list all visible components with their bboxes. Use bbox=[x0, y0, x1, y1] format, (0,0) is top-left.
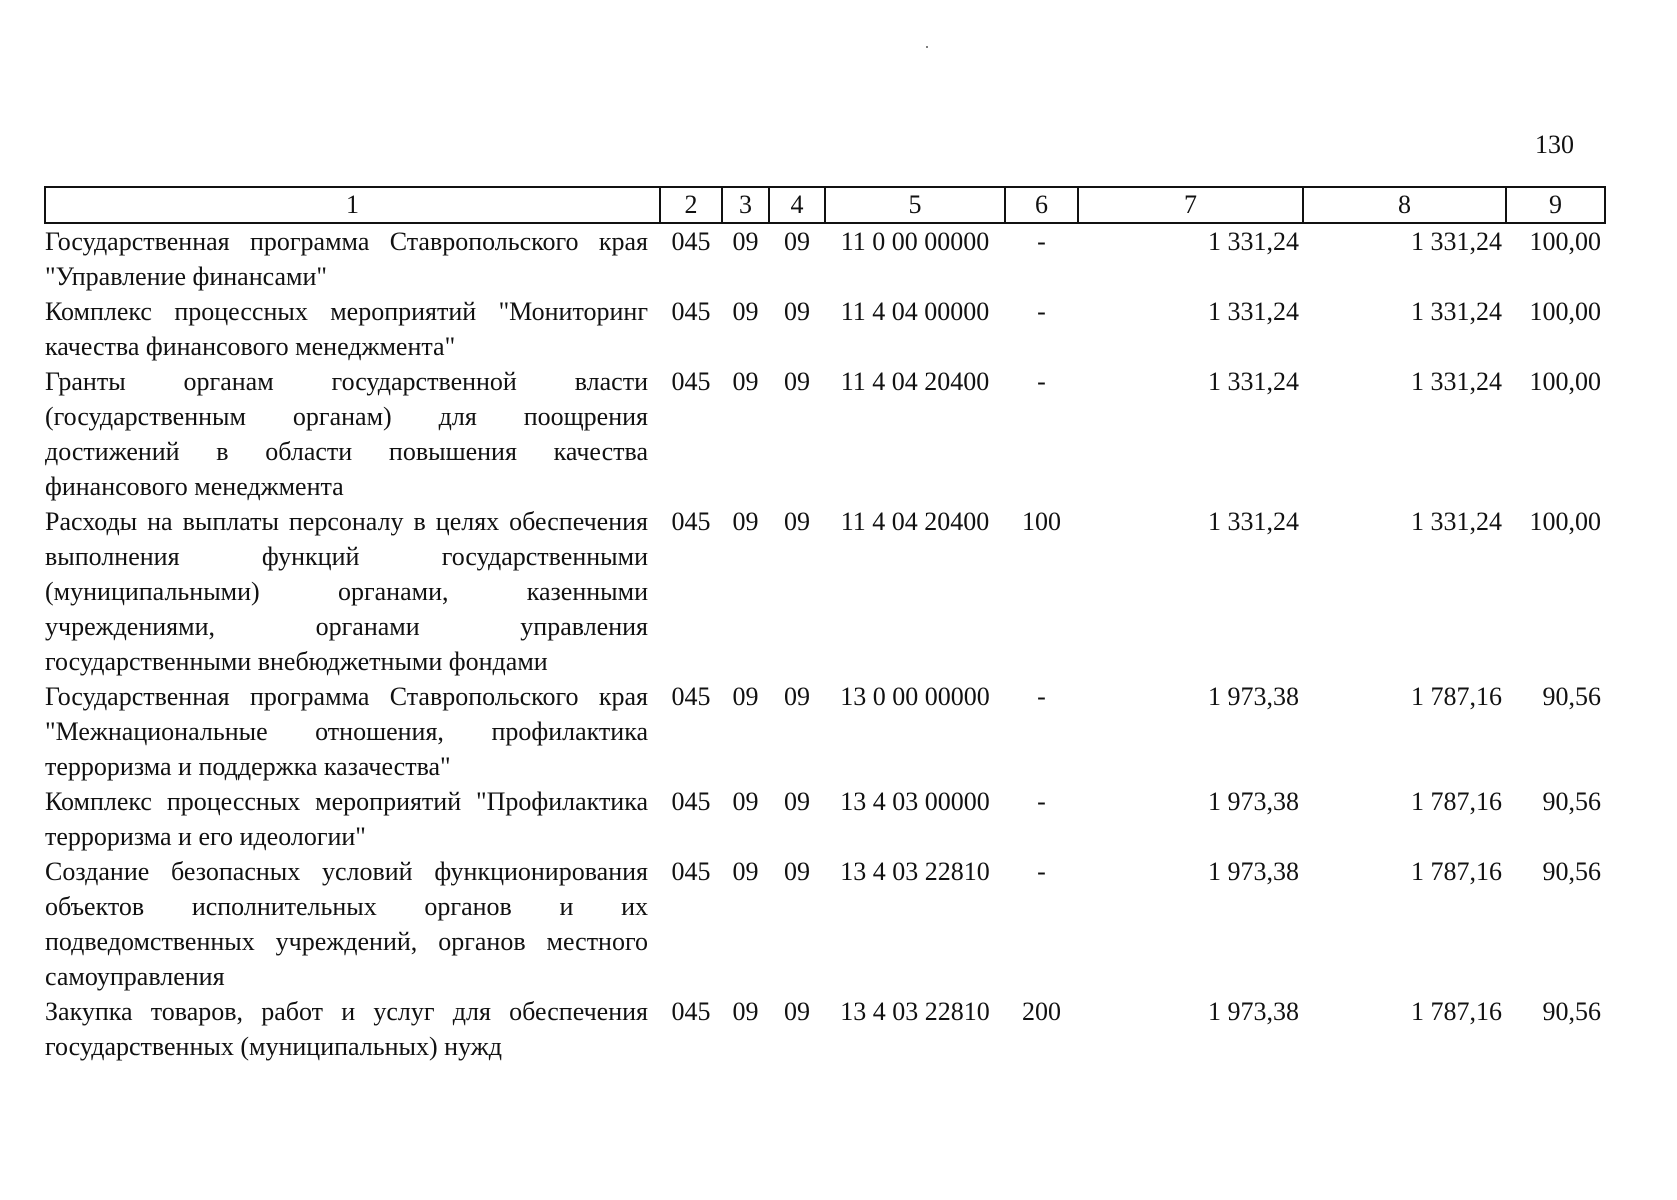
expense-name: Создание безопасных условий функционирования объектов исполнительных органов и их подведомственных учреждений, органов местного самоуправления bbox=[45, 857, 648, 991]
percent-cell: 90,56 bbox=[1542, 997, 1601, 1026]
table-row bbox=[45, 679, 1605, 784]
expense-type-cell: - bbox=[1037, 297, 1046, 326]
percent-cell: 90,56 bbox=[1542, 857, 1601, 886]
amount-cell: 1 331,24 bbox=[1411, 227, 1502, 256]
code-cell: 09 bbox=[732, 367, 759, 396]
column-header: 4 bbox=[769, 187, 825, 223]
code-cell: 09 bbox=[732, 682, 759, 711]
expense-name: Комплекс процессных мероприятий "Мониторинг качества финансового менеджмента" bbox=[45, 297, 648, 361]
expense-name: Государственная программа Ставропольского края "Межнациональные отношения, профилактика терроризма и поддержка казачества" bbox=[45, 682, 648, 781]
code-cell: 045 bbox=[671, 227, 711, 256]
expense-name: Расходы на выплаты персоналу в целях обеспечения выполнения функций государственными (муниципальными) органами, казенными учреждениями, органами управления государственными внебюджетными фондами bbox=[45, 507, 648, 676]
page-number: 130 bbox=[1535, 130, 1574, 159]
target-article-cell: 13 0 00 00000 bbox=[840, 682, 990, 711]
expense-name: Комплекс процессных мероприятий "Профилактика терроризма и его идеологии" bbox=[45, 787, 648, 851]
code-cell: 09 bbox=[732, 297, 759, 326]
expense-name: Государственная программа Ставропольского края "Управление финансами" bbox=[45, 227, 648, 291]
expense-type-cell: 100 bbox=[1022, 507, 1061, 536]
code-cell: 045 bbox=[671, 297, 711, 326]
amount-cell: 1 331,24 bbox=[1208, 507, 1299, 536]
percent-cell: 100,00 bbox=[1529, 297, 1601, 326]
code-cell: 09 bbox=[784, 227, 810, 256]
target-article-cell: 13 4 03 22810 bbox=[840, 857, 990, 886]
expense-type-cell: - bbox=[1037, 682, 1046, 711]
amount-cell: 1 973,38 bbox=[1208, 682, 1299, 711]
column-header: 6 bbox=[1005, 187, 1078, 223]
percent-cell: 90,56 bbox=[1542, 787, 1601, 816]
code-cell: 09 bbox=[784, 682, 810, 711]
expense-type-cell: - bbox=[1037, 787, 1046, 816]
table-row bbox=[45, 364, 1605, 504]
code-cell: 045 bbox=[671, 507, 711, 536]
expense-type-cell: - bbox=[1037, 857, 1046, 886]
amount-cell: 1 787,16 bbox=[1411, 682, 1502, 711]
column-header: 5 bbox=[825, 187, 1005, 223]
code-cell: 045 bbox=[671, 787, 711, 816]
table-header bbox=[45, 187, 1605, 223]
table-row bbox=[45, 223, 1605, 294]
percent-cell: 90,56 bbox=[1542, 682, 1601, 711]
expense-type-cell: 200 bbox=[1022, 997, 1061, 1026]
code-cell: 09 bbox=[732, 227, 759, 256]
column-header: 2 bbox=[660, 187, 722, 223]
code-cell: 09 bbox=[784, 997, 810, 1026]
table-row bbox=[45, 504, 1605, 679]
code-cell: 09 bbox=[784, 787, 810, 816]
percent-cell: 100,00 bbox=[1529, 507, 1601, 536]
table-row bbox=[45, 854, 1605, 994]
code-cell: 045 bbox=[671, 682, 711, 711]
code-cell: 045 bbox=[671, 997, 711, 1026]
amount-cell: 1 331,24 bbox=[1411, 507, 1502, 536]
percent-cell: 100,00 bbox=[1529, 227, 1601, 256]
target-article-cell: 11 0 00 00000 bbox=[840, 227, 990, 256]
code-cell: 09 bbox=[784, 297, 810, 326]
table-row bbox=[45, 294, 1605, 364]
percent-cell: 100,00 bbox=[1529, 367, 1601, 396]
budget-table bbox=[44, 186, 1606, 1064]
target-article-cell: 11 4 04 20400 bbox=[840, 507, 990, 536]
header-row bbox=[45, 187, 1605, 223]
amount-cell: 1 331,24 bbox=[1208, 297, 1299, 326]
target-article-cell: 13 4 03 22810 bbox=[840, 997, 990, 1026]
expense-type-cell: - bbox=[1037, 367, 1046, 396]
amount-cell: 1 973,38 bbox=[1208, 857, 1299, 886]
code-cell: 09 bbox=[784, 367, 810, 396]
column-header: 9 bbox=[1506, 187, 1605, 223]
column-header: 1 bbox=[45, 187, 660, 223]
column-header: 8 bbox=[1303, 187, 1506, 223]
amount-cell: 1 787,16 bbox=[1411, 997, 1502, 1026]
target-article-cell: 13 4 03 00000 bbox=[840, 787, 990, 816]
amount-cell: 1 787,16 bbox=[1411, 857, 1502, 886]
code-cell: 09 bbox=[732, 997, 759, 1026]
amount-cell: 1 331,24 bbox=[1411, 367, 1502, 396]
code-cell: 09 bbox=[784, 507, 810, 536]
column-header: 3 bbox=[722, 187, 769, 223]
table-row bbox=[45, 994, 1605, 1064]
expense-name: Гранты органам государственной власти (государственным органам) для поощрения достижений в области повышения качества финансового менеджмента bbox=[45, 367, 648, 501]
expense-name: Закупка товаров, работ и услуг для обеспечения государственных (муниципальных) нужд bbox=[45, 997, 648, 1061]
code-cell: 09 bbox=[732, 507, 759, 536]
amount-cell: 1 973,38 bbox=[1208, 997, 1299, 1026]
amount-cell: 1 973,38 bbox=[1208, 787, 1299, 816]
code-cell: 09 bbox=[784, 857, 810, 886]
code-cell: 045 bbox=[671, 367, 711, 396]
expense-type-cell: - bbox=[1037, 227, 1046, 256]
scan-artifact-dot bbox=[926, 46, 928, 48]
amount-cell: 1 331,24 bbox=[1208, 367, 1299, 396]
amount-cell: 1 331,24 bbox=[1411, 297, 1502, 326]
code-cell: 045 bbox=[671, 857, 711, 886]
amount-cell: 1 787,16 bbox=[1411, 787, 1502, 816]
target-article-cell: 11 4 04 20400 bbox=[840, 367, 990, 396]
code-cell: 09 bbox=[732, 787, 759, 816]
table-row bbox=[45, 784, 1605, 854]
amount-cell: 1 331,24 bbox=[1208, 227, 1299, 256]
code-cell: 09 bbox=[732, 857, 759, 886]
column-header: 7 bbox=[1078, 187, 1303, 223]
target-article-cell: 11 4 04 00000 bbox=[840, 297, 990, 326]
table-body bbox=[45, 223, 1605, 1064]
